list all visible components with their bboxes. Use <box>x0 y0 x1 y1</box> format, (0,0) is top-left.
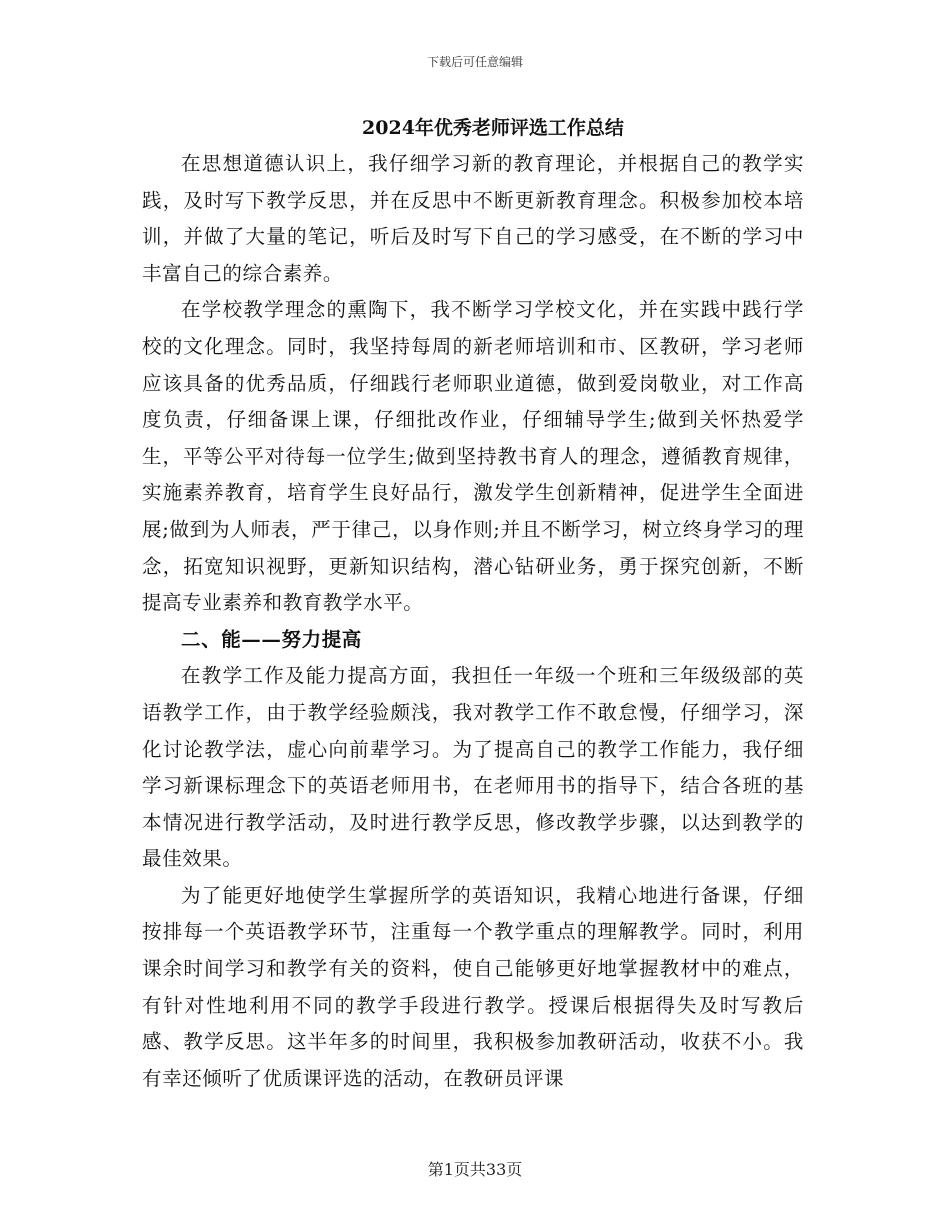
paragraph: 为了能更好地使学生掌握所学的英语知识，我精心地进行备课，仔细按排每一个英语教学环节，注重每一个教学重点的理解教学。同时，利用课余时间学习和教学有关的资料，使自己能够更好地掌握教材中的难点，有针对性地利用不同的教学手段进行教学。授课后根据得失及时写教后感、教学反思。这半年多的时间里，我积极参加教研活动，收获不小。我有幸还倾听了优质课评选的活动，在教研员评课 <box>142 883 804 1090</box>
paragraph: 在思想道德认识上，我仔细学习新的教育理论，并根据自己的教学实践，及时写下教学反思，并在反思中不断更新教育理念。积极参加校本培训，并做了大量的笔记，听后及时写下自己的学习感受，在不断的学习中丰富自己的综合素养。 <box>142 152 804 285</box>
paragraph: 在教学工作及能力提高方面，我担任一年级一个班和三年级级部的英语教学工作，由于教学经验颇浅，我对教学工作不敢怠慢，仔细学习，深化讨论教学法，虚心向前辈学习。为了提高自己的教学工作能力，我仔细学习新课标理念下的英语老师用书，在老师用书的指导下，结合各班的基本情况进行教学活动，及时进行教学反思，修改教学步骤，以达到教学的最佳效果。 <box>142 664 804 871</box>
document-body <box>142 112 804 1097</box>
document-title: 2024年优秀老师评选工作总结 <box>362 117 624 139</box>
paragraph: 在学校教学理念的熏陶下，我不断学习学校文化，并在实践中践行学校的文化理念。同时，我坚持每周的新老师培训和市、区教研，学习老师应该具备的优秀品质，仔细践行老师职业道德，做到爱岗敬业，对工作高度负责，仔细备课上课，仔细批改作业，仔细辅导学生;做到关怀热爱学生，平等公平对待每一位学生;做到坚持教书育人的理念，遵循教育规律，实施素养教育，培育学生良好品行，激发学生创新精神，促进学生全面进展;做到为人师表，严于律己，以身作则;并且不断学习，树立终身学习的理念，拓宽知识视野，更新知识结构，潜心钻研业务，勇于探究创新，不断提高专业素养和教育教学水平。 <box>142 298 804 615</box>
page-header: 下载后可任意编辑 <box>426 55 523 69</box>
page-footer: 第1页共33页 <box>427 1160 523 1179</box>
section-heading: 二、能——努力提高 <box>181 627 362 651</box>
